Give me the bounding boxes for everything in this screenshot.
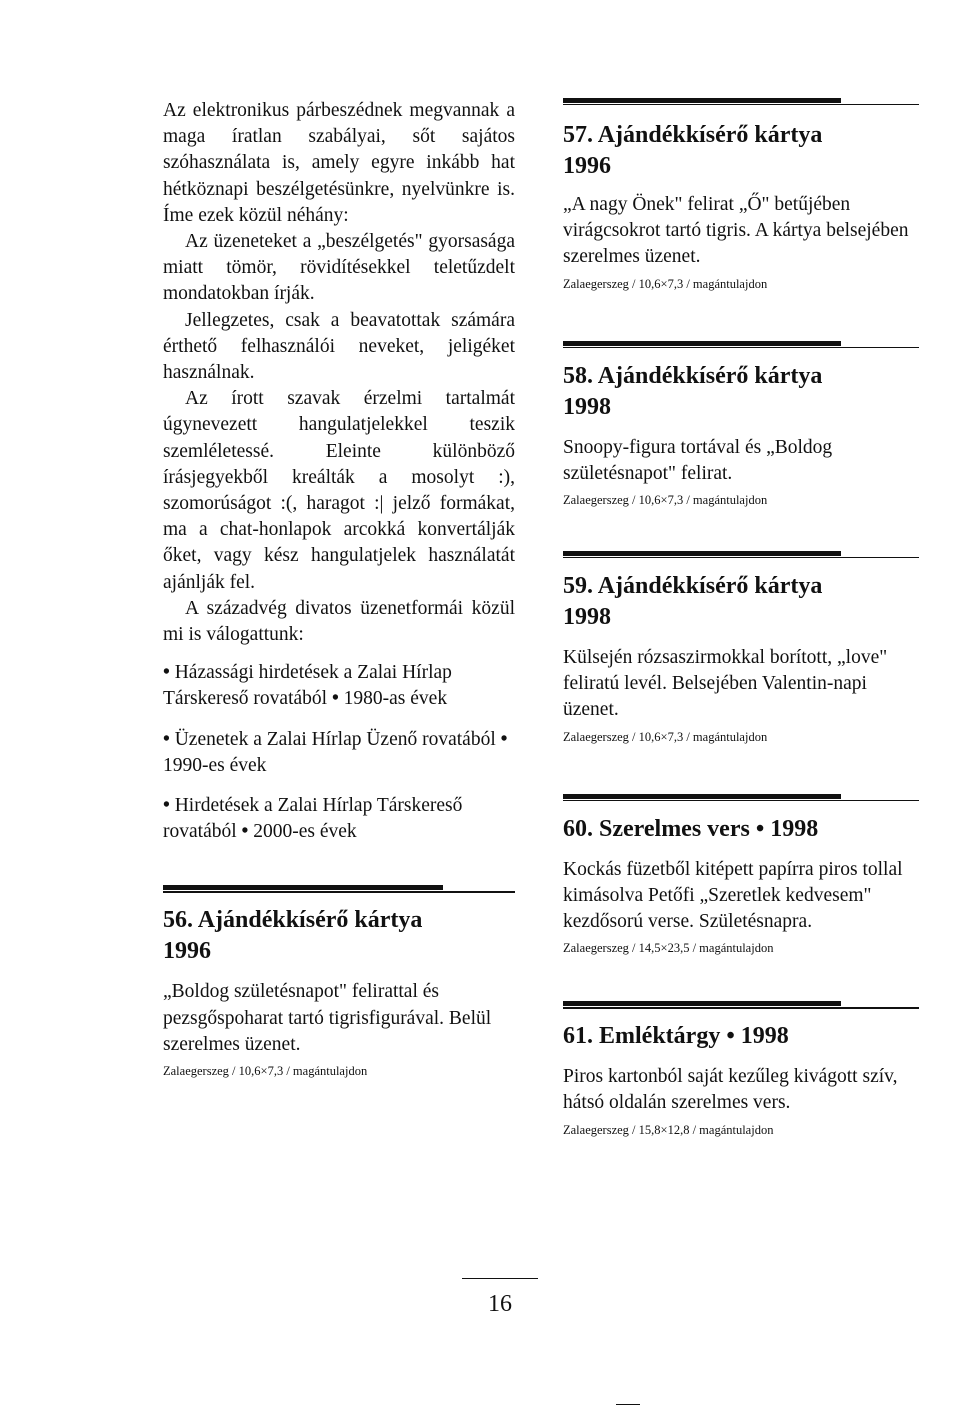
- entry-year: 1998: [563, 393, 611, 420]
- intro-paragraph: Az írott szavak érzelmi tartalmát úgynevezett hangulatjelekkel teszik szemléletessé. Eleinte különböző írásjegyekből kreálták a mosolyt :), szomorúságot :(, haragot :| jelző formákat, ma a chat-honlapok arcokká konvertálják őket, vagy kész hangulatjelek használatát ajánlják fel.: [163, 388, 515, 593]
- list-item: [163, 660, 515, 712]
- list-item-period: 1990-es évek: [163, 754, 267, 776]
- entry-number: 60.: [563, 815, 593, 842]
- right-column: [563, 98, 919, 1139]
- separator-dot: •: [726, 1023, 735, 1050]
- section-rule: [563, 341, 919, 349]
- entry-meta: Zalaegerszeg / 10,6×7,3 / magántulajdon: [563, 493, 768, 508]
- entry-name: Ajándékkísérő kártya: [597, 122, 823, 148]
- corner-mark: [616, 1404, 640, 1405]
- bullet-icon: •: [163, 662, 170, 684]
- entry-title: [563, 361, 919, 392]
- entry-number: 59.: [563, 573, 593, 600]
- entry-description: Piros kartonból saját kezűleg kivágott szív, hátsó oldalán szerelmes vers.: [563, 1066, 898, 1114]
- entry-number: 56.: [163, 907, 193, 934]
- entry-number: 61.: [563, 1023, 593, 1050]
- entry-title: [563, 120, 919, 151]
- entry-name: Ajándékkísérő kártya: [197, 907, 423, 934]
- entry-name: Ajándékkísérő kártya: [597, 573, 823, 600]
- entry-meta: Zalaegerszeg / 10,6×7,3 / magántulajdon: [563, 729, 768, 744]
- list-item: [163, 793, 515, 845]
- section-rule: [563, 1001, 919, 1009]
- left-column: [163, 98, 515, 1080]
- intro-paragraph: Jellegzetes, csak a beavatottak számára érthető felhasználói neveket, jeligéket használnak.: [163, 309, 515, 384]
- section-rule: [563, 98, 919, 106]
- entry-title: [163, 905, 515, 936]
- entry-name: Szerelmes vers: [599, 815, 750, 842]
- bullet-icon: •: [163, 795, 170, 817]
- catalog-entry: [163, 885, 515, 1080]
- bullet-icon: •: [163, 728, 170, 750]
- entry-description: Külsején rózsaszirmokkal borított, „love" feliratú levél. Belsejében Valentin-napi üzenet.: [563, 647, 888, 721]
- intro-paragraph: A századvég divatos üzenetformái közül mi is válogattunk:: [163, 597, 515, 646]
- page-number: 16: [462, 1278, 538, 1319]
- list-item-period: 2000-es évek: [253, 821, 357, 843]
- entry-year: 1996: [563, 153, 611, 179]
- separator-dot: •: [331, 688, 339, 710]
- entry-meta: Zalaegerszeg / 10,6×7,3 / magántulajdon: [163, 1064, 368, 1079]
- entry-meta: Zalaegerszeg / 15,8×12,8 / magántulajdon: [563, 1122, 774, 1137]
- entry-name: Emléktárgy: [599, 1023, 721, 1050]
- entry-description: „Boldog születésnapot" felirattal és pezsgőspoharat tartó tigrisfigurával. Belül szerelmes üzenet.: [163, 981, 492, 1055]
- entry-name: Ajándékkísérő kártya: [597, 362, 823, 389]
- intro-paragraph: Az elektronikus párbeszédnek megvannak a maga íratlan szabályai, sőt sajátos szóhasználata is, amely egyre inkább hat hétköznapi beszélgetésünkre, nyelvünkre is. Íme ezek közül néhány:: [163, 100, 515, 226]
- entry-year: 1998: [770, 815, 819, 842]
- list-item: [163, 727, 515, 779]
- separator-dot: •: [241, 821, 249, 843]
- list-item-text: Házassági hirdetések a Zalai Hírlap Társkereső rovatából: [163, 662, 452, 710]
- source-list: [163, 660, 515, 845]
- section-rule: [563, 794, 919, 802]
- entry-title: [563, 814, 919, 845]
- catalog-entry: [563, 98, 919, 293]
- entry-meta: Zalaegerszeg / 10,6×7,3 / magántulajdon: [563, 276, 768, 291]
- entry-title: [563, 571, 919, 602]
- entry-number: 57.: [563, 122, 593, 148]
- catalog-entry: [563, 551, 919, 746]
- catalog-entry: [563, 1001, 919, 1138]
- separator-dot: •: [500, 728, 508, 750]
- entry-year: 1996: [163, 938, 211, 965]
- catalog-entry: [563, 341, 919, 509]
- entry-year: 1998: [740, 1023, 789, 1050]
- entry-title: [563, 1021, 919, 1052]
- entry-number: 58.: [563, 362, 593, 389]
- entry-description: Kockás füzetből kitépett papírra piros tollal kimásolva Petőfi „Szeretlek kedvesem" kezdősorú verse. Születésnapra.: [563, 858, 903, 933]
- list-item-period: 1980-as évek: [343, 688, 448, 710]
- intro-paragraph: Az üzeneteket a „beszélgetés" gyorsasága miatt tömör, rövidítésekkel teletűzdelt mondatokban írják.: [163, 231, 515, 305]
- section-rule: [563, 551, 919, 559]
- entry-meta: Zalaegerszeg / 14,5×23,5 / magántulajdon: [563, 941, 774, 956]
- separator-dot: •: [755, 815, 765, 842]
- list-item-text: Üzenetek a Zalai Hírlap Üzenő rovatából: [174, 728, 496, 750]
- entry-description: Snoopy-figura tortával és „Boldog születésnapot" felirat.: [563, 436, 833, 484]
- section-rule: [163, 885, 515, 893]
- catalog-entry: [563, 794, 919, 958]
- entry-year: 1998: [563, 604, 611, 631]
- entry-description: „A nagy Önek" felirat „Ő" betűjében virágcsokrot tartó tigris. A kártya belsejében szerelmes üzenet.: [563, 194, 909, 268]
- list-item-text: Hirdetések a Zalai Hírlap Társkereső rovatából: [163, 795, 463, 843]
